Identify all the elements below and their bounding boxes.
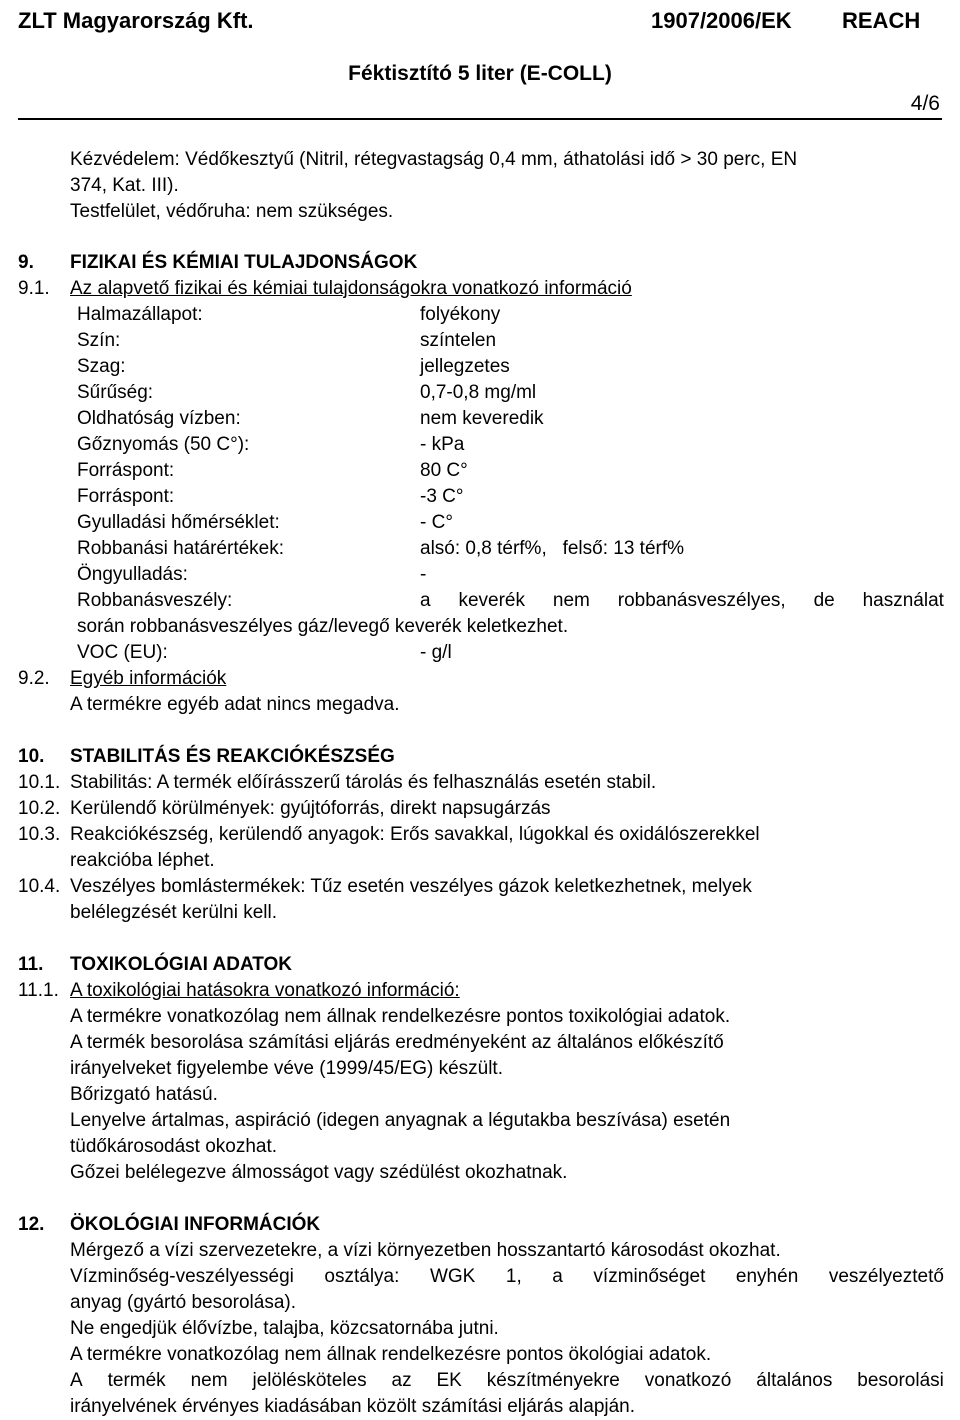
other-info-text: A termékre egyéb adat nincs megadva. (70, 694, 400, 715)
body-protection-line: Testfelület, védőruha: nem szükséges. (70, 201, 394, 222)
subsection-title: Egyéb információk (70, 668, 227, 689)
subsection-number: 11.1. (18, 980, 59, 1001)
property-value: folyékony (420, 304, 501, 325)
property-value: 80 C° (420, 460, 468, 481)
word: EK (436, 1370, 462, 1391)
word: A (70, 1370, 83, 1391)
explosion-value (420, 588, 944, 614)
section-title: TOXIKOLÓGIAI ADATOK (70, 954, 293, 975)
word: enyhén (735, 1266, 799, 1287)
subsection-text: Reakciókészség, kerülendő anyagok: Erős savakkal, lúgokkal és oxidálószerekkel (70, 824, 760, 845)
property-key: VOC (EU): (77, 642, 168, 663)
company-name: ZLT Magyarország Kft. (18, 8, 254, 33)
word: WGK (429, 1266, 476, 1287)
property-key: Szag: (77, 356, 126, 377)
property-key: Szín: (77, 330, 121, 351)
property-key: Sűrűség: (77, 382, 154, 403)
tox-line: Gőzei belélegezve álmosságot vagy szédülést okozhatnak. (70, 1162, 568, 1183)
tox-line: Bőrizgató hatású. (70, 1084, 218, 1105)
word: használat (862, 590, 944, 611)
hand-protection-cont: 374, Kat. III). (70, 175, 179, 196)
subsection-title: Az alapvető fizikai és kémiai tulajdonságokra vonatkozó információ (70, 278, 632, 299)
word: veszélyeztető (828, 1266, 944, 1287)
word: robbanásveszélyes, (617, 590, 786, 611)
property-value: nem keveredik (420, 408, 544, 429)
property-key: Oldhatóság vízben: (77, 408, 241, 429)
property-key: Robbanási határértékek: (77, 538, 285, 559)
subsection-number: 10.3. (18, 824, 61, 845)
subsection-number: 9.1. (18, 278, 50, 299)
subsection-text: Stabilitás: A termék előírásszerű tárolás és felhasználás esetén stabil. (70, 772, 657, 793)
subsection-text-cont: belélegzését kerülni kell. (70, 902, 278, 923)
eco-line: A termékre vonatkozólag nem állnak rendelkezésre pontos ökológiai adatok. (70, 1344, 712, 1365)
hand-protection-line: Kézvédelem: Védőkesztyű (Nitril, rétegvastagság 0,4 mm, áthatolási idő > 30 perc, EN (70, 149, 798, 170)
tox-line: tüdőkárosodást okozhat. (70, 1136, 278, 1157)
eco-line: irányelvének érvényes kiadásában közölt számítási eljárás alapján. (70, 1396, 636, 1417)
section-number: 11. (18, 954, 44, 975)
property-key: Öngyulladás: (77, 564, 188, 585)
word: az (391, 1370, 412, 1391)
section-number: 9. (18, 252, 34, 273)
regulation-number: 1907/2006/EK (651, 8, 792, 33)
word: keverék (458, 590, 525, 611)
property-value: - g/l (420, 642, 452, 663)
reach-label: REACH (842, 8, 921, 33)
subsection-number: 10.4. (18, 876, 61, 897)
subsection-text-cont: reakcióba léphet. (70, 850, 215, 871)
word: általános (756, 1370, 833, 1391)
eco-line: Mérgező a vízi szervezetekre, a vízi környezetben hosszantartó károsodást okozhat. (70, 1240, 781, 1261)
subsection-text: Kerülendő körülmények: gyújtóforrás, direkt napsugárzás (70, 798, 551, 819)
property-key: Forráspont: (77, 486, 175, 507)
word: készítményekre (486, 1370, 620, 1391)
word: nem (190, 1370, 228, 1391)
property-value: 0,7-0,8 mg/ml (420, 382, 537, 403)
page-number: 4/6 (910, 92, 940, 115)
word: osztálya: (324, 1266, 400, 1287)
property-key: Robbanásveszély: (77, 590, 233, 611)
section-title: FIZIKAI ÉS KÉMIAI TULAJDONSÁGOK (70, 252, 418, 273)
property-value: -3 C° (420, 486, 464, 507)
section-number: 10. (18, 746, 45, 767)
eco-line: Ne engedjük élővízbe, talajba, közcsatornába jutni. (70, 1318, 499, 1339)
word: besorolási (857, 1370, 944, 1391)
word: vonatkozó (644, 1370, 732, 1391)
property-value: - kPa (420, 434, 465, 455)
property-value: jellegzetes (420, 356, 510, 377)
tox-line: irányelveket figyelembe véve (1999/45/EG) készült. (70, 1058, 503, 1079)
product-name: Féktisztító 5 liter (E-COLL) (348, 62, 612, 85)
word: a (420, 590, 431, 611)
word: 1, (505, 1266, 522, 1287)
explosion-value-cont: során robbanásveszélyes gáz/levegő keverék keletkezhet. (77, 616, 569, 637)
section-title: STABILITÁS ÉS REAKCIÓKÉSZSÉG (70, 746, 395, 767)
eco-line-classification (70, 1368, 944, 1394)
header-divider (18, 118, 942, 120)
subsection-title: A toxikológiai hatásokra vonatkozó információ: (70, 980, 460, 1001)
property-key: Gőznyomás (50 C°): (77, 434, 250, 455)
property-value: - C° (420, 512, 453, 533)
tox-line: Lenyelve ártalmas, aspiráció (idegen anyagnak a légutakba beszívása) esetén (70, 1110, 731, 1131)
tox-line: A termékre vonatkozólag nem állnak rendelkezésre pontos toxikológiai adatok. (70, 1006, 731, 1027)
subsection-number: 10.1. (18, 772, 61, 793)
word: vízminőséget (593, 1266, 706, 1287)
word: nem (552, 590, 590, 611)
subsection-number: 10.2. (18, 798, 61, 819)
section-number: 12. (18, 1214, 45, 1235)
subsection-number: 9.2. (18, 668, 50, 689)
word: termék (107, 1370, 166, 1391)
word: Vízminőség-veszélyességi (70, 1266, 294, 1287)
section-title: ÖKOLÓGIAI INFORMÁCIÓK (70, 1214, 321, 1235)
tox-line: A termék besorolása számítási eljárás eredményeként az általános előkészítő (70, 1032, 724, 1053)
property-value: alsó: 0,8 térf%, felső: 13 térf% (420, 538, 685, 559)
word: a (552, 1266, 563, 1287)
word: jelölésköteles (252, 1370, 367, 1391)
eco-line: anyag (gyártó besorolása). (70, 1292, 297, 1313)
property-key: Gyulladási hőmérséklet: (77, 512, 280, 533)
property-value: színtelen (420, 330, 497, 351)
subsection-text: Veszélyes bomlástermékek: Tűz esetén veszélyes gázok keletkezhetnek, melyek (70, 876, 752, 897)
property-key: Halmazállapot: (77, 304, 203, 325)
property-value: - (420, 564, 427, 585)
property-key: Forráspont: (77, 460, 175, 481)
eco-line-wgk (70, 1264, 944, 1290)
word: de (813, 590, 835, 611)
